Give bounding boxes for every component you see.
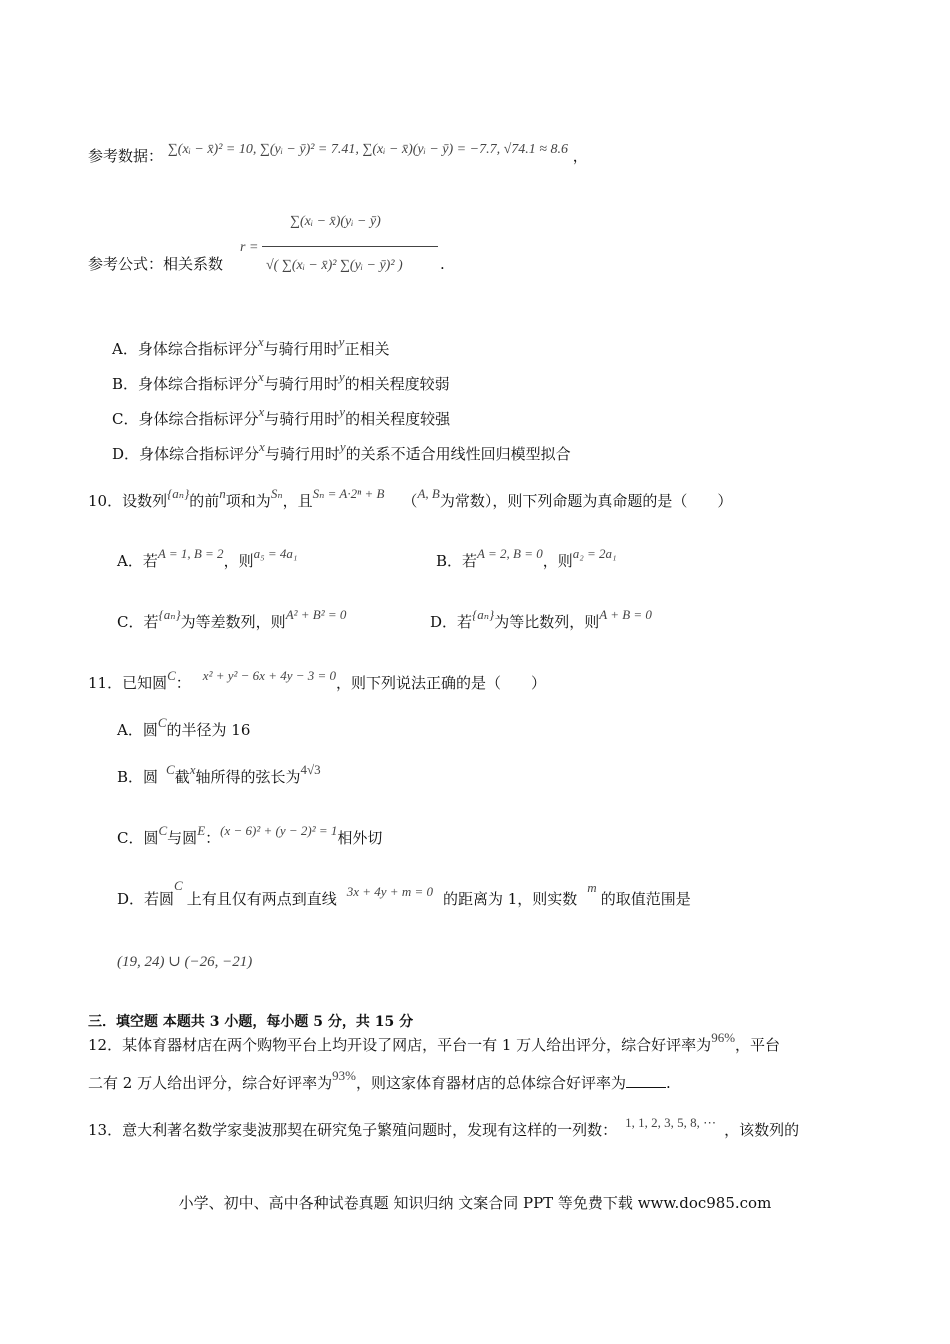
q12-line-2: 二有 2 万人给出评分，综合好评率为93%，则这家体育器材店的总体综合好评率为 . [88, 1068, 671, 1092]
option-text: 身体综合指标评分 [138, 375, 259, 393]
math-x: x [189, 762, 196, 777]
reference-data-label: 参考数据： [88, 147, 164, 165]
q11-option-d-range: (19, 24) ∪ (−26, −21) [117, 954, 253, 970]
option-text: 正相关 [344, 340, 390, 358]
math-c: C [157, 715, 167, 730]
var-y: y [338, 369, 345, 384]
math-sequence: {aₙ} [158, 607, 181, 622]
math-sn-formula: Sₙ = A·2ⁿ + B [312, 486, 385, 501]
option-text: 身体综合指标评分 [138, 410, 259, 428]
option-text: 与骑行用时 [263, 375, 339, 393]
option-letter: D． [112, 445, 140, 463]
q10-stem: 10．设数列{aₙ}的前n项和为Sₙ，且Sₙ = A·2ⁿ + B （A, B为常数），则下列命题为真命题的是（ ） [88, 486, 733, 510]
math-circle-equation: x² + y² − 6x + 4y − 3 = 0 [202, 668, 337, 683]
option-text: 的相关程度较弱 [344, 375, 450, 393]
math-e: E [197, 823, 206, 838]
q9-option-a [112, 334, 390, 360]
math-c: C [166, 762, 175, 777]
math-result: A² + B² = 0 [285, 607, 347, 622]
math-percent: 96% [711, 1030, 736, 1045]
q10-option-a: A．若A = 1, B = 2，则a₅ = 4a₁ [117, 546, 298, 570]
option-text: 的相关程度较强 [345, 410, 451, 428]
option-letter: C． [112, 410, 139, 428]
reference-formula-label-line [88, 254, 223, 274]
reference-formula-label: 参考公式：相关系数 [88, 255, 224, 273]
q9-option-d [112, 439, 571, 465]
answer-blank[interactable] [626, 1073, 666, 1088]
question-number: 10． [88, 492, 123, 510]
var-x: x [258, 369, 264, 384]
question-number: 13． [88, 1121, 123, 1139]
option-letter: B． [112, 375, 139, 393]
reference-data-line [88, 142, 588, 168]
option-letter: C． [117, 613, 144, 631]
q11-option-c: C．圆C与圆E：(x − 6)² + (y − 2)² = 1相外切 [117, 823, 383, 847]
var-x: x [258, 404, 265, 419]
math-c: C [158, 823, 168, 838]
q13-line-1: 13．意大利著名数学家斐波那契在研究兔子繁殖问题时，发现有这样的一列数： 1, 1, 2, 3, 5, 8, ⋯ ，该数列的 [88, 1115, 800, 1139]
math-sequence: {aₙ} [167, 486, 190, 501]
question-number: 11． [88, 674, 123, 692]
q11-option-a: A．圆C的半径为 16 [117, 715, 251, 739]
math-c: C [174, 878, 183, 893]
option-letter: D． [117, 890, 145, 908]
var-y: y [338, 334, 345, 349]
option-letter: C． [117, 829, 144, 847]
q12-line-1: 12．某体育器材店在两个购物平台上均开设了网店，平台一有 1 万人给出评分，综合好评率为96%，平台 [88, 1030, 781, 1054]
option-text: 身体综合指标评分 [137, 340, 258, 358]
section-heading: 三．填空题 本题共 3 小题，每小题 5 分，共 15 分 [88, 1014, 414, 1030]
math-c: C [167, 668, 176, 683]
q10-option-c: C．若{aₙ}为等差数列，则A² + B² = 0 [117, 607, 347, 631]
q11-stem: 11．已知圆C： x² + y² − 6x + 4y − 3 = 0，则下列说法正确的是（ ） [88, 668, 547, 692]
q10-option-b: B．若A = 2, B = 0，则a₂ = 2a₁ [436, 546, 617, 570]
math-m: m [587, 880, 597, 895]
math-result: a₅ = 4a₁ [253, 546, 298, 561]
math-circle-e-equation: (x − 6)² + (y − 2)² = 1 [220, 823, 338, 838]
var-y: y [339, 404, 346, 419]
q11-option-b: B．圆 C截x轴所得的弦长为4√3 [117, 762, 321, 786]
correlation-numerator: ∑(xᵢ − x̄)(yᵢ − ȳ) [290, 214, 381, 229]
correlation-fraction-bar [262, 246, 438, 247]
math-result: a₂ = 2a₁ [572, 546, 617, 561]
option-letter: A． [112, 340, 138, 358]
correlation-lhs: r = [240, 240, 259, 255]
math-n: n [219, 486, 226, 501]
correlation-denominator: √( ∑(xᵢ − x̄)² ∑(yᵢ − ȳ)² ) [266, 258, 403, 273]
var-y: y [339, 439, 346, 454]
math-ab: A, B [417, 486, 440, 501]
option-letter: A． [117, 552, 143, 570]
option-text: 与骑行用时 [264, 445, 340, 463]
option-text: 的关系不适合用线性回归模型拟合 [345, 445, 571, 463]
q9-option-b [112, 369, 450, 395]
q9-option-c [112, 404, 451, 430]
math-result: A + B = 0 [599, 607, 652, 622]
question-number: 12． [88, 1036, 123, 1054]
math-sn: Sₙ [270, 486, 283, 501]
math-sequence: {aₙ} [472, 607, 495, 622]
var-x: x [259, 439, 265, 454]
reference-data-punct: ， [572, 147, 588, 165]
math-line-equation: 3x + 4y + m = 0 [346, 884, 433, 899]
math-percent: 93% [332, 1068, 356, 1083]
math-condition: A = 2, B = 0 [477, 546, 543, 561]
option-letter: A． [117, 721, 143, 739]
option-text: 与骑行用时 [264, 410, 340, 428]
var-x: x [257, 334, 264, 349]
math-fibonacci: 1, 1, 2, 3, 5, 8, ⋯ [625, 1115, 717, 1130]
option-letter: B． [117, 768, 144, 786]
math-condition: A = 1, B = 2 [157, 546, 224, 561]
option-letter: B． [436, 552, 463, 570]
q11-option-d: D．若圆C上有且仅有两点到直线 3x + 4y + m = 0 的距离为 1，则实数m的取值范围是 [117, 878, 691, 908]
reference-formula-punct: . [440, 255, 445, 273]
math-chord-length: 4√3 [300, 762, 321, 777]
q10-option-d: D．若{aₙ}为等比数列，则A + B = 0 [430, 607, 652, 631]
option-text: 身体综合指标评分 [139, 445, 260, 463]
option-text: 与骑行用时 [263, 340, 339, 358]
option-letter: D． [430, 613, 458, 631]
page-footer: 小学、初中、高中各种试卷真题 知识归纳 文案合同 PPT 等免费下载 www.doc985.com [178, 1194, 772, 1212]
reference-data-formula: ∑(xᵢ − x̄)² = 10, ∑(yᵢ − ȳ)² = 7.41, ∑(xᵢ − x̄)(yᵢ − ȳ) = −7.7, √74.1 ≈ 8.6 [167, 142, 568, 157]
